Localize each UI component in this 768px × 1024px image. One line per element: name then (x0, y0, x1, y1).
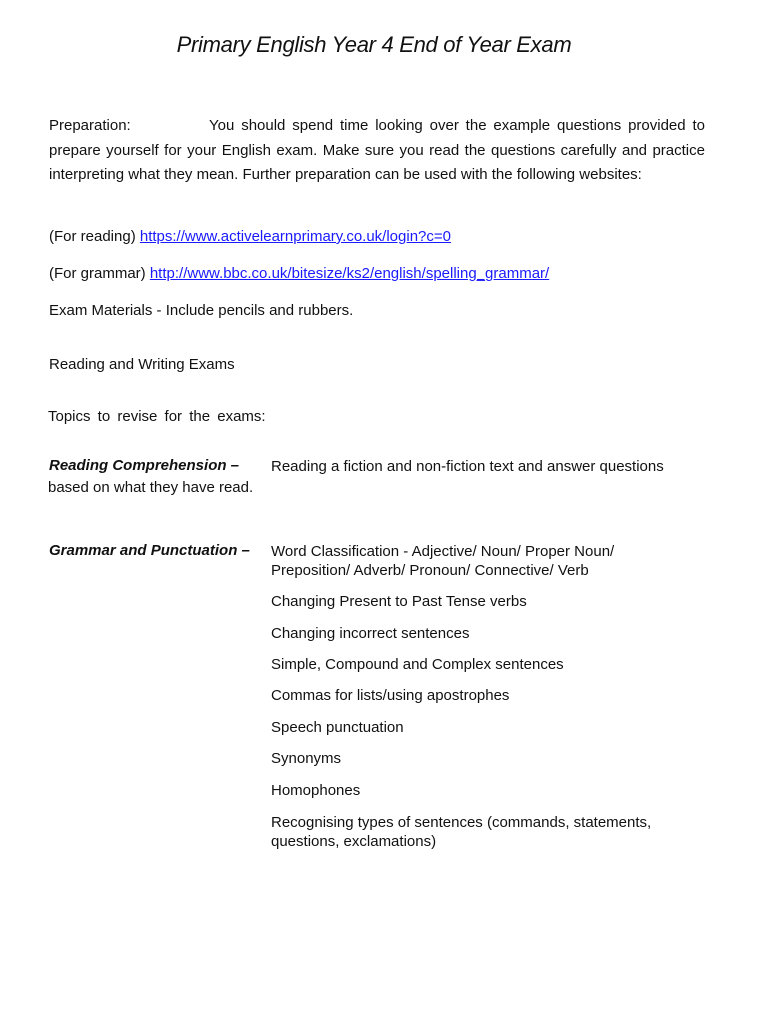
grammar-item: Simple, Compound and Complex sentences (271, 656, 564, 673)
grammar-item: Commas for lists/using apostrophes (271, 687, 510, 704)
page-title: Primary English Year 4 End of Year Exam (176, 32, 572, 57)
reading-comprehension-text: Reading a fiction and non-fiction text and answer questions (271, 458, 664, 475)
grammar-link-line (49, 265, 549, 282)
grammar-item: Synonyms (271, 750, 342, 767)
grammar-item: Homophones (271, 782, 361, 799)
grammar-item: Speech punctuation (271, 719, 404, 736)
preparation-paragraph (49, 114, 705, 188)
reading-link-prefix: (For reading) (49, 228, 140, 245)
reading-comprehension-continuation: based on what they have read. (48, 479, 254, 496)
grammar-heading: Grammar and Punctuation – (49, 542, 250, 559)
grammar-link-prefix: (For grammar) (49, 265, 150, 282)
grammar-item: Recognising types of sentences (commands, statements, questions, exclamations) (271, 814, 652, 850)
reading-website-link[interactable]: https://www.activelearnprimary.co.uk/login?c=0 (139, 228, 451, 245)
grammar-item: Changing incorrect sentences (271, 625, 470, 642)
exam-materials-text: Exam Materials - Include pencils and rubbers. (49, 302, 354, 319)
exams-heading: Reading and Writing Exams (49, 356, 235, 373)
reading-link-line (49, 228, 451, 245)
grammar-item: Word Classification - Adjective/ Noun/ Proper Noun/ Preposition/ Adverb/ Pronoun/ Connective/ Verb (271, 543, 615, 579)
topics-heading: Topics to revise for the exams: (48, 408, 266, 425)
reading-comprehension-heading: Reading Comprehension – (49, 457, 240, 474)
preparation-label: Preparation: (49, 117, 131, 134)
preparation-text: You should spend time looking over the example questions provided to prepare yourself for your English exam. Make sure you read the questions carefully and practice interpreting what they mean. Further preparation can be used with the following websites: (49, 117, 705, 183)
grammar-item: Changing Present to Past Tense verbs (271, 593, 527, 610)
grammar-website-link[interactable]: http://www.bbc.co.uk/bitesize/ks2/english/spelling_grammar/ (149, 265, 550, 282)
